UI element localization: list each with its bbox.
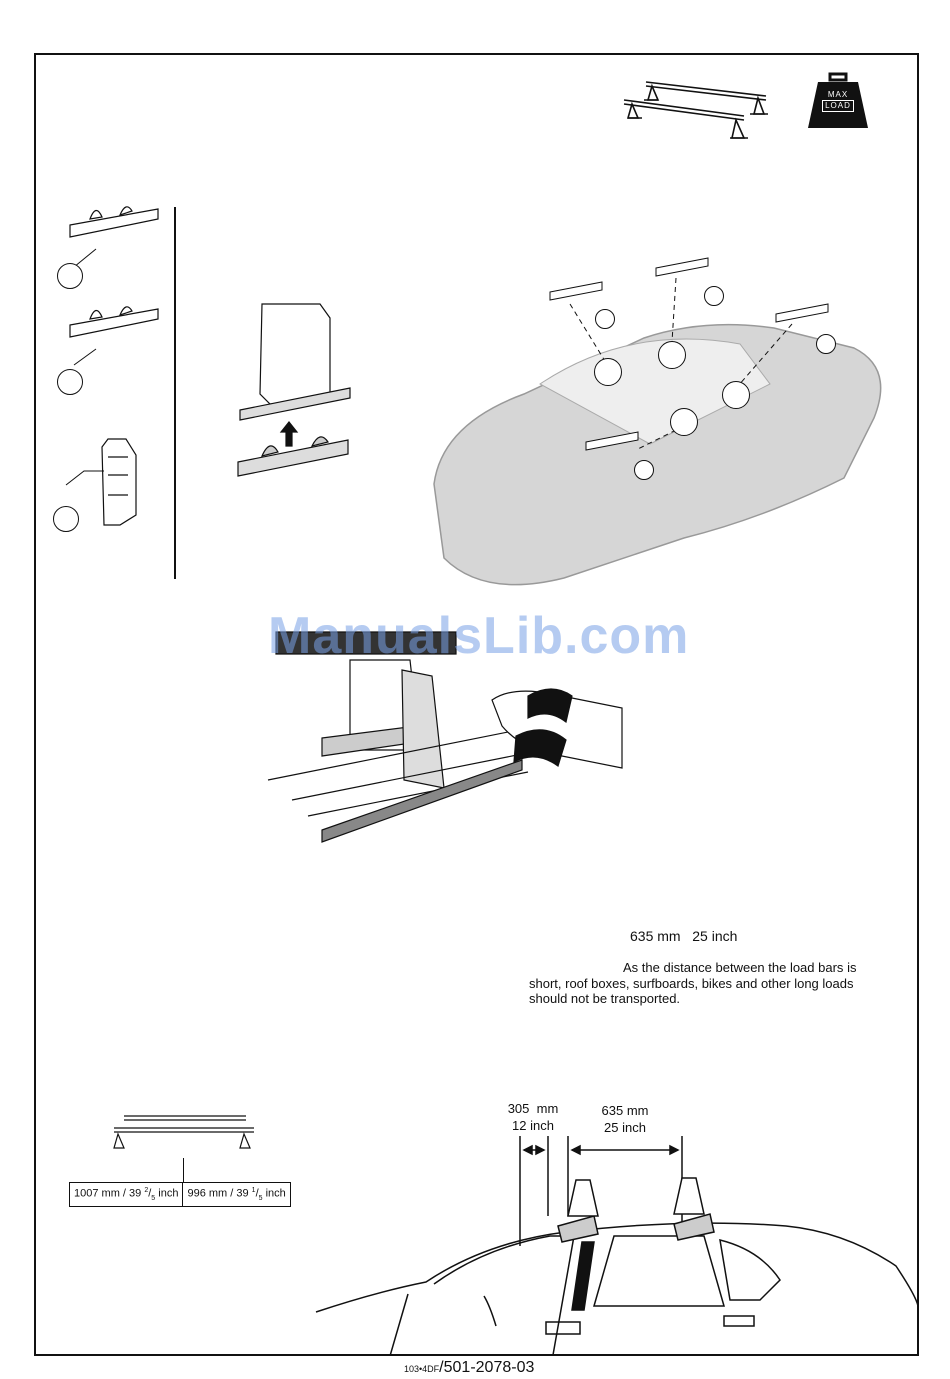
front-offset-label (500, 1100, 566, 1134)
bar-spread-inch: 25 inch (604, 1120, 646, 1135)
bar-length-diagram (104, 1110, 264, 1156)
warning-note (529, 960, 869, 1007)
spacing-inch: 25 inch (692, 928, 738, 944)
part-callout-circle (595, 309, 615, 329)
bar-length-table (69, 1182, 291, 1207)
warning-note-rest: is short, roof boxes, surfboards, bikes and other long loads should not be transported. (529, 960, 857, 1006)
foot-position-circle (594, 358, 622, 386)
foot-position-circle (722, 381, 750, 409)
part-callout-circle (57, 369, 83, 395)
column-divider (174, 207, 176, 579)
badge-line-1: MAX (827, 90, 849, 99)
car-feet-placement-illustration (420, 254, 900, 594)
bar-length-right: 996 mm / 39 $^1/_5$ inch (183, 1183, 290, 1207)
foot-position-circle (658, 341, 686, 369)
foot-position-circle (670, 408, 698, 436)
bar-spread-label (590, 1102, 660, 1136)
document-code-small: 103•4DF (404, 1364, 440, 1374)
max-load-badge (808, 70, 868, 135)
part-callout-circle (816, 334, 836, 354)
watermark: ManualsLib.com (268, 607, 690, 665)
front-offset-mm: 305 mm (507, 1101, 559, 1116)
spacing-dimension (630, 928, 737, 944)
bar-length-pointer (183, 1158, 184, 1182)
front-offset-inch: 12 inch (512, 1118, 554, 1133)
part-callout-circle (53, 506, 79, 532)
part-callout-circle (57, 263, 83, 289)
bar-spread-mm: 635 mm (601, 1103, 649, 1118)
foot-assembly-illustration (232, 296, 357, 486)
warning-note-first: As the distance between the load bars (623, 960, 844, 975)
document-code-main: /501-2078-03 (439, 1359, 535, 1376)
badge-line-2: LOAD (822, 100, 854, 112)
document-code (404, 1359, 534, 1377)
bar-length-left: 1007 mm / 39 $^2/_5$ inch (70, 1183, 183, 1207)
car-side-view-illustration (314, 1136, 918, 1356)
spacing-mm: 635 mm (630, 928, 681, 944)
part-callout-circle (634, 460, 654, 480)
part-callout-circle (704, 286, 724, 306)
load-bars-illustration (616, 72, 781, 150)
